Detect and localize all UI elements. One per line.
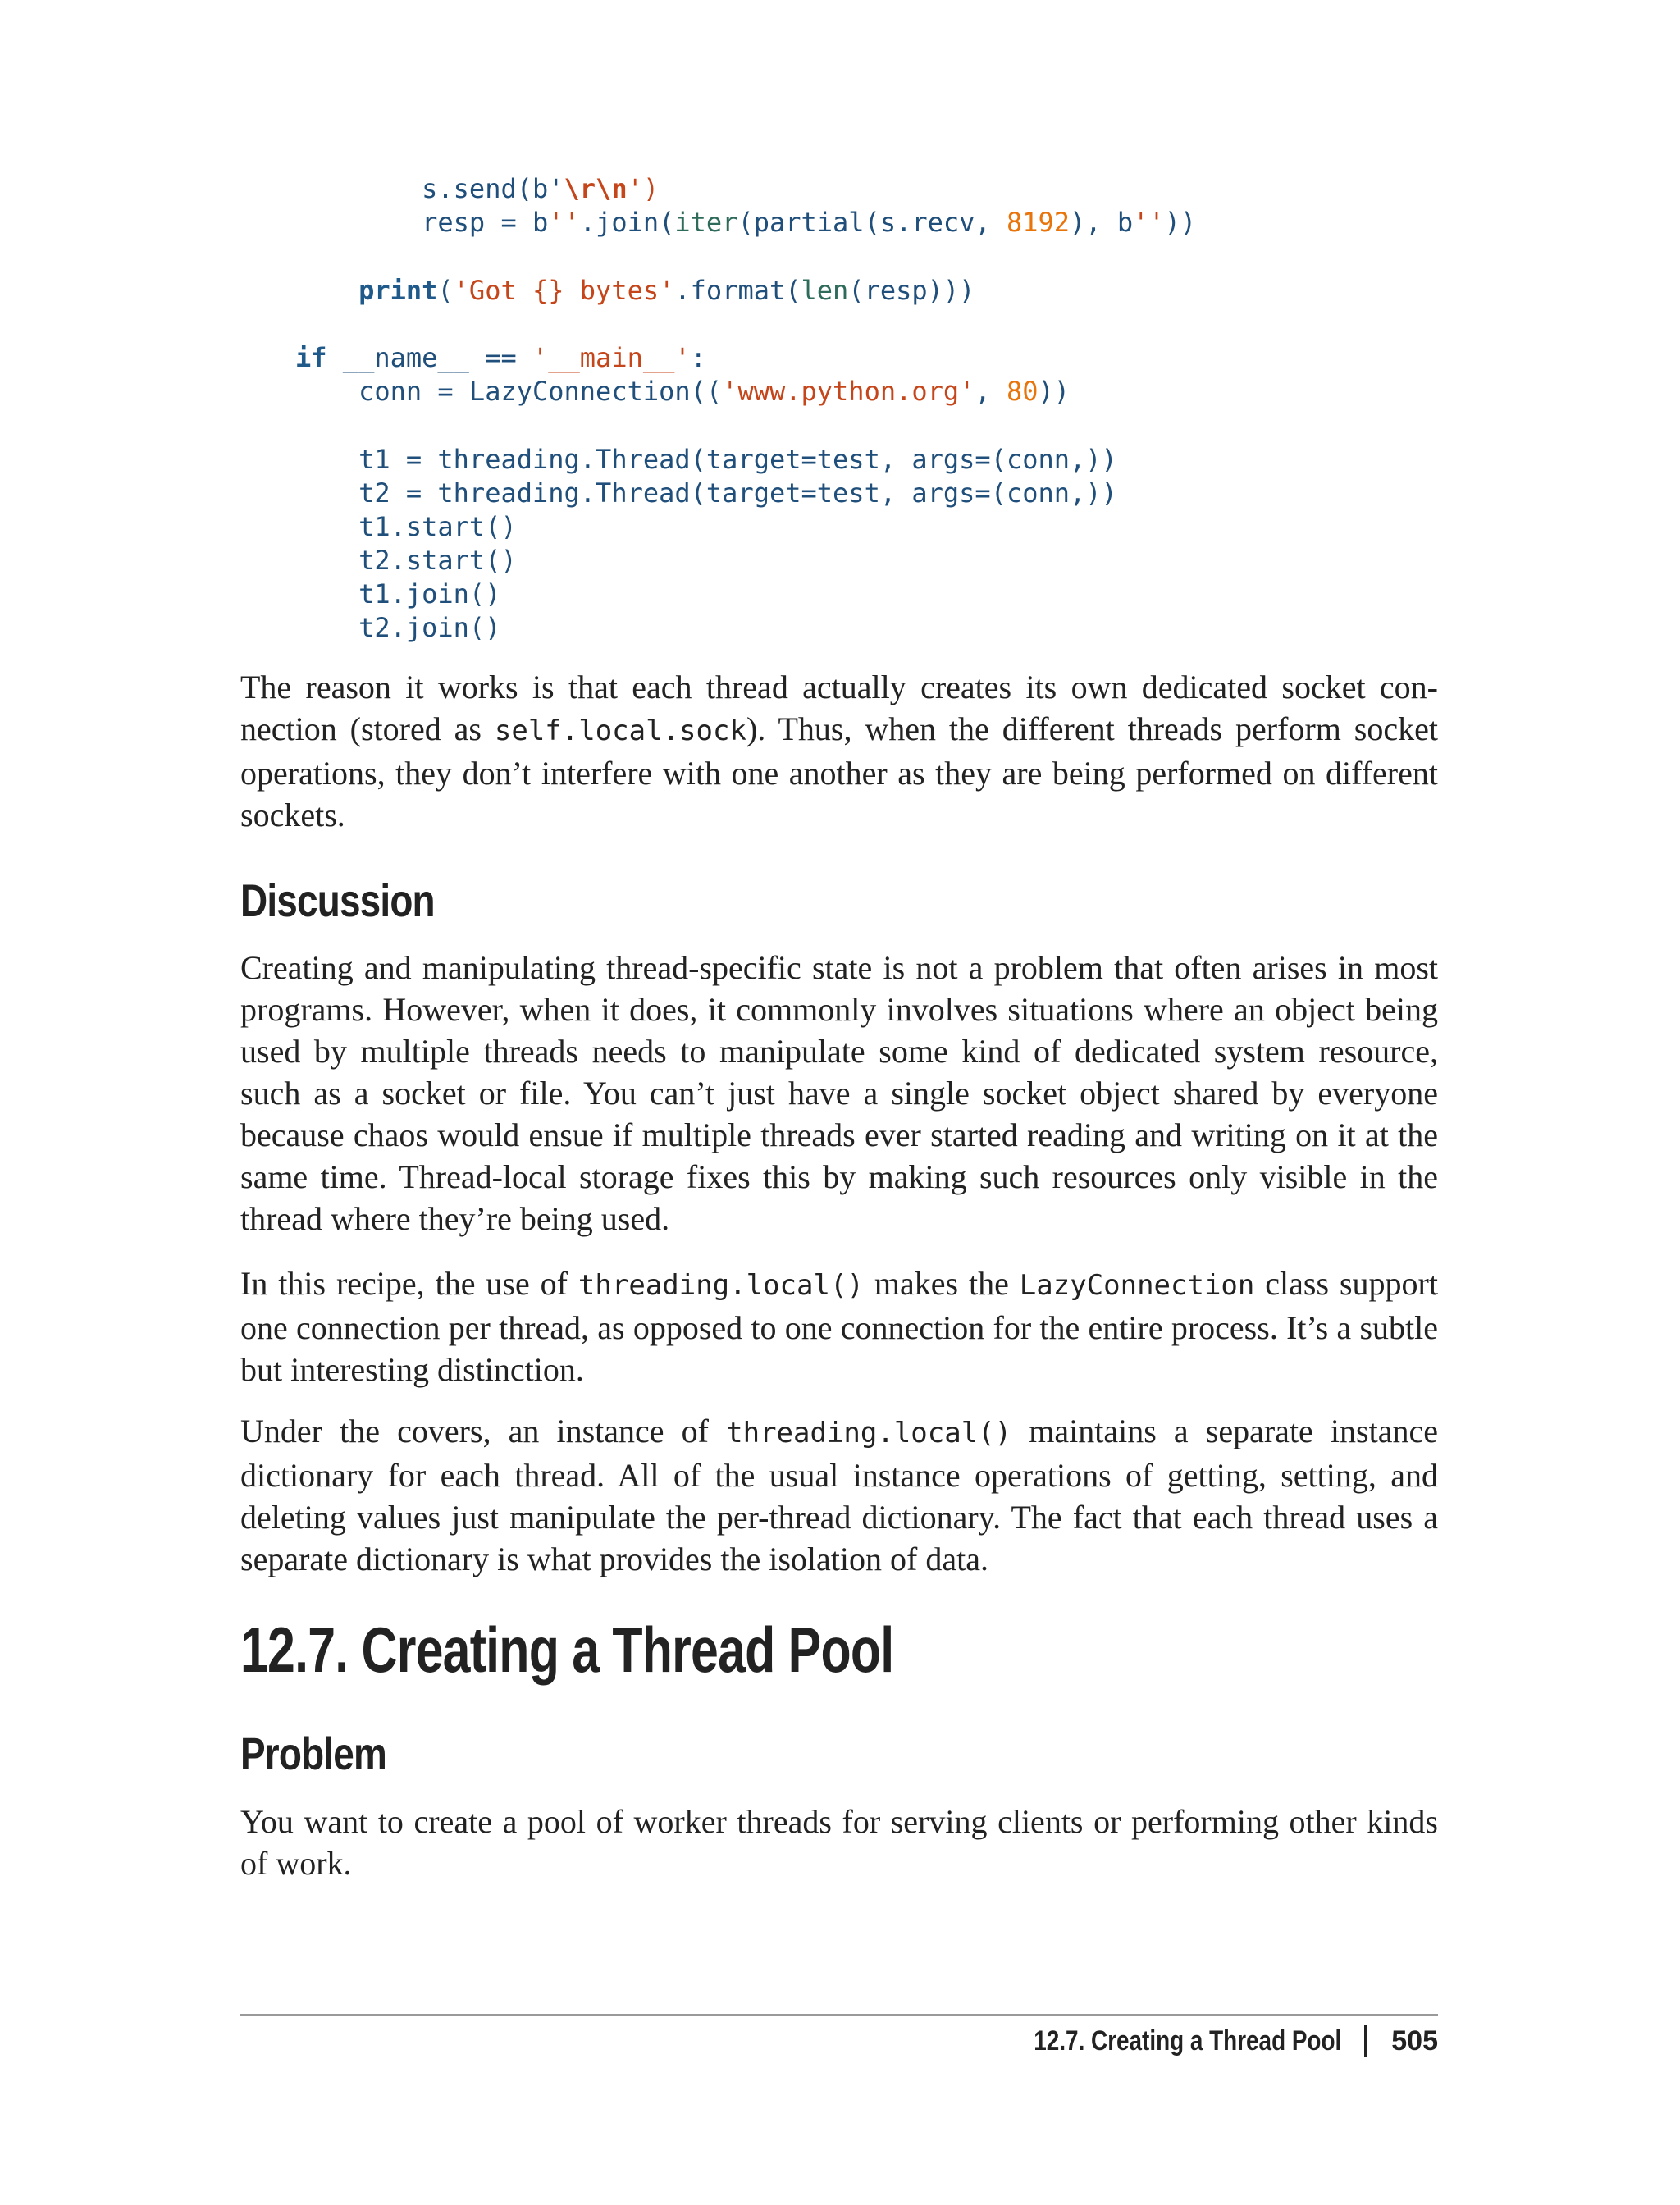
inline-code: self.local.sock [494,714,746,747]
code-line: if __name__ == '__main__': [295,341,706,373]
page-number: 505 [1391,2025,1438,2057]
discussion-heading: Discussion [240,874,435,926]
code-line: t2.join() [358,612,501,644]
paragraph-covers: Under the covers, an instance of threading.local() maintains a separate instance dictionary for each thread. All of the usual instance operations of getting, setting, and deleting values just manipulate the per-thread dictionary. The fact that each thread uses a separate dictionary is what provides the isolation of data. [240,1413,1438,1577]
code-line: conn = LazyConnection(('www.python.org', 80)) [358,376,1071,408]
code-line: s.send(b'\r\n') [422,173,660,204]
inline-code: threading.local() [578,1269,864,1302]
code-listing [295,172,1196,646]
code-line: t1.start() [358,510,517,542]
code-line: t2.start() [358,545,517,577]
paragraph-problem: You want to create a pool of worker threads for serving clients or performing other kinds of work. [240,1803,1438,1882]
code-line: print('Got {} bytes'.format(len(resp))) [358,274,975,306]
code-line: t1 = threading.Thread(target=test, args=(conn,)) [358,443,1117,475]
paragraph-recipe: In this recipe, the use of threading.local() makes the LazyConnection class support one connection per thread, as opposed to one connection for the entire process. It’s a subtle but interesting distinction. [240,1265,1438,1388]
problem-heading: Problem [240,1728,386,1779]
paragraph-discussion: Creating and manipulating thread-specific state is not a problem that often arises in most programs. However, when it does, it commonly involves situations where an object being used by multiple threads needs to manipulate some kind of dedicated system resource, such as a socket or file. You can’t just have a single socket object shared by everyone because chaos would ensue if multiple threads ever started reading and writing on it at the same time. Thread-local storage fixes this by making such resources only visible in the thread where they’re being used. [240,949,1438,1237]
inline-code: threading.local() [726,1417,1012,1449]
footer-separator [1364,2025,1367,2057]
page-footer [966,2025,1438,2057]
footer-section-title: 12.7. Creating a Thread Pool [1034,2025,1342,2057]
code-line: t2 = threading.Thread(target=test, args=(conn,)) [358,477,1117,509]
section-title: 12.7. Creating a Thread Pool [240,1614,894,1686]
code-line: resp = b''.join(iter(partial(s.recv, 8192), b'')) [422,207,1197,239]
paragraph-explanation: The reason it works is that each thread actually creates its own dedicated socket connection (stored as self.local.sock). Thus, when the different threads perform socket operations, they don’t interfere with one another as they are being performed on different sockets. [240,669,1438,833]
code-line: t1.join() [358,578,501,610]
footer-rule [240,2014,1438,2016]
inline-code: LazyConnection [1019,1269,1255,1302]
